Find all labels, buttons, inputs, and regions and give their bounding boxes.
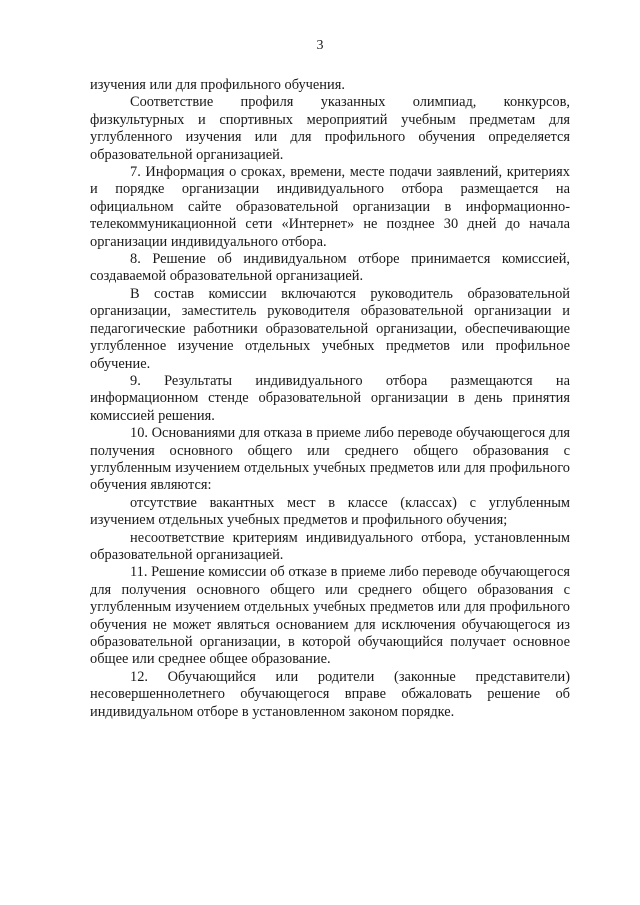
paragraph-12: 12. Обучающийся или родители (законные представители) несовершеннолетнего обучающегося вправе обжаловать решение об индивидуальном отборе в установленном законом порядке. bbox=[90, 668, 570, 720]
paragraph-10-item-1: отсутствие вакантных мест в классе (классах) с углубленным изучением отдельных учебных предметов и профильного обучения; bbox=[90, 494, 570, 529]
paragraph-profile-correspondence: Соответствие профиля указанных олимпиад, конкурсов, физкультурных и спортивных мероприятий учебным предметам для углубленного изучения или для профильного обучения определяется образовательной организацией. bbox=[90, 94, 570, 163]
document-body bbox=[90, 77, 570, 721]
paragraph-10: 10. Основаниями для отказа в приеме либо переводе обучающегося для получения основного общего или среднего общего образования с углубленным изучением отдельных учебных предметов или для профильного обучения являются: bbox=[90, 425, 570, 494]
paragraph-7: 7. Информация о сроках, времени, месте подачи заявлений, критериях и порядке организации индивидуального отбора размещается на официальном сайте образовательной организации в информационно-телекоммуникационной сети «Интернет» не позднее 30 дней до начала организации индивидуального отбора. bbox=[90, 164, 570, 250]
page-number: 3 bbox=[316, 38, 324, 53]
paragraph-commission-composition: В состав комиссии включаются руководитель образовательной организации, заместитель руководителя образовательной организации и педагогические работники образовательной организации, обеспечивающие углубленное изучение отдельных учебных предметов или профильное обучение. bbox=[90, 285, 570, 372]
paragraph-continuation: изучения или для профильного обучения. bbox=[90, 77, 345, 93]
paragraph-8: 8. Решение об индивидуальном отборе принимается комиссией, создаваемой образовательной организацией. bbox=[90, 251, 570, 285]
paragraph-11: 11. Решение комиссии об отказе в приеме либо переводе обучающегося для получения основного общего или среднего общего образования с углубленным изучением отдельных учебных предметов или для профильного обучения не может являться основанием для исключения обучающегося из образовательной организации, в которой обучающийся получает основное общее или среднее общее образование. bbox=[90, 564, 570, 668]
paragraph-10-item-2: несоответствие критериям индивидуального отбора, установленным образовательной организацией. bbox=[90, 529, 570, 563]
paragraph-9: 9. Результаты индивидуального отбора размещаются на информационном стенде образовательной организации в день принятия комиссией решения. bbox=[90, 372, 570, 424]
